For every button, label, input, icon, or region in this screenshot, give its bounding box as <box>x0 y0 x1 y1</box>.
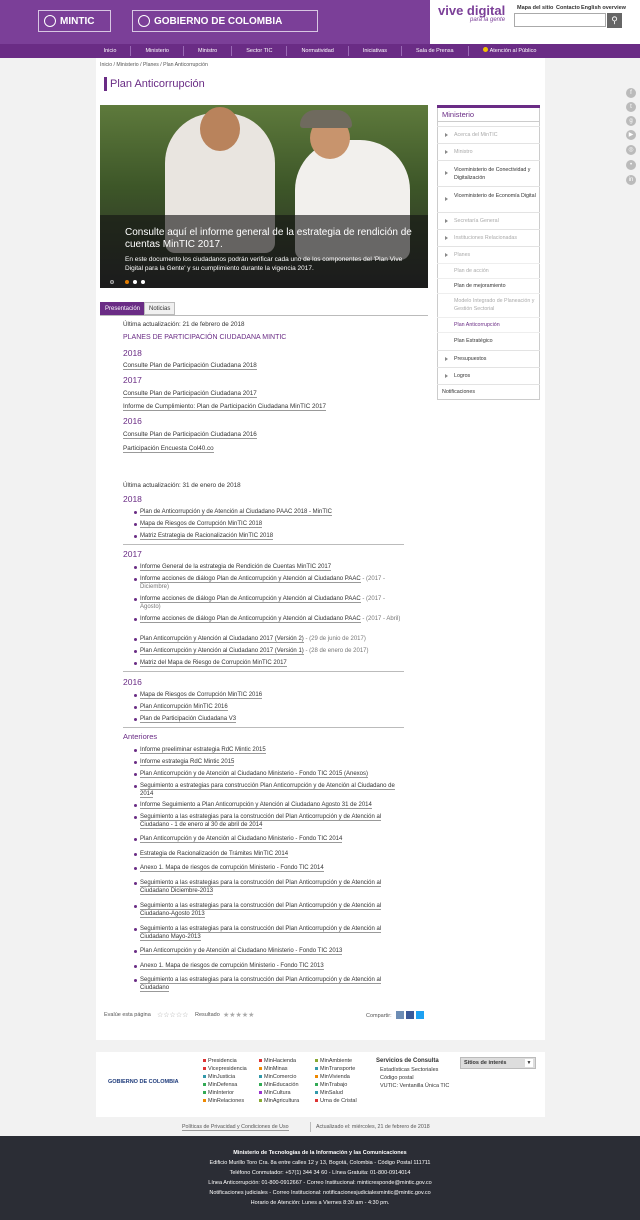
footer-link[interactable]: MinTrabajo <box>315 1081 357 1089</box>
doc-link[interactable]: Seguimiento a las estrategias para la construcción del Plan Anticorrupción y de Atención al Ciudadano <box>140 977 382 991</box>
footer-link[interactable]: Código postal <box>380 1075 414 1081</box>
footer-col-1 <box>203 1057 247 1105</box>
anteriores-heading: Anteriores <box>123 732 158 741</box>
nav-sala-prensa[interactable]: Sala de Prensa <box>402 46 469 56</box>
footer-col-3 <box>315 1057 357 1105</box>
gobierno-logo[interactable]: GOBIERNO DE COLOMBIA <box>132 10 318 32</box>
sidebar-item[interactable]: Notificaciones <box>437 384 540 399</box>
hours: Horario de Atención: Lunes a Viernes 8:30 am - 4:30 pm. <box>250 1200 390 1206</box>
servicios-title: Servicios de Consulta <box>376 1058 439 1064</box>
doc-link[interactable]: Anexo 1. Mapa de riesgos de corrupción Ministerio - Fondo TIC 2013 <box>140 963 324 969</box>
rating-stars[interactable]: ☆☆☆☆☆ <box>157 1012 189 1019</box>
slide-dot[interactable] <box>125 280 129 284</box>
footer-link[interactable]: MinRelaciones <box>203 1097 247 1105</box>
footer-link[interactable]: MinCultura <box>259 1089 299 1097</box>
sidebar-accent <box>437 105 540 108</box>
nav-ministerio[interactable]: Ministerio <box>131 46 184 56</box>
address: Edificio Murillo Toro Cra. 8a entre calles 12 y 13, Bogotá, Colombia - Código Postal 111711 <box>209 1160 431 1166</box>
breadcrumb[interactable]: Inicio / Ministerio / Planes / Plan Anticorrupción <box>100 62 208 68</box>
banner-title[interactable]: Consulte aquí el informe general de la estrategia de rendición de cuentas MinTIC 2017. <box>125 227 412 250</box>
sidebar-item[interactable]: Secretaría General <box>437 212 540 228</box>
youtube-icon[interactable]: ▶ <box>626 130 636 140</box>
list-item: Plan Anticorrupción y Atención al Ciudadano 2017 (Versión 2) - (29 de junio de 2017) <box>140 635 405 643</box>
policy-link[interactable]: Políticas de Privacidad y Condiciones de Uso <box>182 1124 289 1130</box>
footer-link[interactable]: MinComercio <box>259 1073 299 1081</box>
vive-digital-tagline: para la gente <box>470 17 506 23</box>
doc-link[interactable]: Consulte Plan de Participación Ciudadana 2016 <box>123 431 257 438</box>
list-item: Informe acciones de diálogo Plan de Anticorrupción y Atención al Ciudadano PAAC - (2017 - Diciembre) <box>140 575 405 591</box>
list-item: Informe acciones de diálogo Plan de Anticorrupción y Atención al Ciudadano PAAC - (2017 - Agosto) <box>140 595 405 611</box>
sidebar-subitem-active[interactable]: Plan Anticorrupción <box>437 317 540 331</box>
google-plus-icon[interactable]: g <box>626 116 636 126</box>
year-heading: 2017 <box>123 375 142 385</box>
sidebar-item[interactable]: Instituciones Relacionadas <box>437 229 540 245</box>
doc-link[interactable]: Plan Anticorrupción y de Atención al Ciudadano Ministerio - Fondo TIC 2014 <box>140 836 343 842</box>
footer-link[interactable]: MinAmbiente <box>315 1057 357 1065</box>
list-item <box>140 758 405 766</box>
list-item <box>140 962 405 970</box>
list-item <box>140 659 405 667</box>
list-item <box>140 902 405 918</box>
banner-description: En este documento los ciudadanos podrán verificar cada uno de los componentes del 'Plan Vive Digital para la Gente' y su cumplimiento durante la vigencia 2017. <box>125 256 403 272</box>
footer-link[interactable]: MinMinas <box>259 1065 299 1073</box>
footer-link[interactable]: Vicepresidencia <box>203 1065 247 1073</box>
footer-link[interactable]: VUTIC: Ventanilla Única TIC <box>380 1083 450 1089</box>
list-item <box>140 813 405 829</box>
sidebar-item[interactable]: Acerca del MinTIC <box>437 126 540 142</box>
colombia-seal-icon <box>44 15 56 27</box>
doc-link[interactable]: Informe Seguimiento a Plan Anticorrupción y Atención al Ciudadano Agosto 31 de 2014 <box>140 802 372 808</box>
slide-dot[interactable] <box>110 280 114 284</box>
doc-link[interactable]: Seguimiento a las estrategias para la construcción del Plan Anticorrupción y de Atención al Ciudadano-Agosto 2013 <box>140 903 382 917</box>
flickr-icon[interactable]: • <box>626 160 636 170</box>
doc-link[interactable]: Plan de Anticorrupción y de Atención al Ciudadano PAAC 2018 - MinTIC <box>140 509 332 515</box>
sidebar-item[interactable]: Logros <box>437 367 540 383</box>
list-item: Plan Anticorrupción y Atención al Ciudadano 2017 (Versión 1) - (28 de enero de 2017) <box>140 647 405 655</box>
list-item <box>140 508 410 516</box>
ministry-name: Ministerio de Tecnologías de la Información y las Comunicaciones <box>233 1150 407 1156</box>
sidebar-subitem[interactable]: Plan de acción <box>437 263 540 277</box>
footer-col-2 <box>259 1057 299 1105</box>
list-item <box>140 801 405 809</box>
vive-digital-logo[interactable]: vive digital <box>438 3 506 18</box>
divider <box>310 1122 311 1132</box>
list-item <box>140 925 405 941</box>
list-item <box>140 715 405 723</box>
sidebar-item[interactable]: Ministro <box>437 143 540 159</box>
doc-link[interactable]: Matriz del Mapa de Riesgo de Corrupción MinTIC 2017 <box>140 660 287 666</box>
sidebar-title: Ministerio <box>442 110 475 119</box>
doc-link[interactable]: Informe acciones de diálogo Plan de Anticorrupción y Atención al Ciudadano PAAC <box>140 616 361 622</box>
doc-link[interactable]: Consulte Plan de Participación Ciudadana 2018 <box>123 362 257 369</box>
year-heading: 2016 <box>123 416 142 426</box>
updated-text: Última actualización: 31 de enero de 2018 <box>123 482 241 489</box>
doc-link[interactable]: Plan Anticorrupción y de Atención al Ciudadano Ministerio - Fondo TIC 2015 (Anexos) <box>140 771 369 777</box>
doc-link[interactable]: Informe de Cumplimiento: Plan de Participación Ciudadana MinTIC 2017 <box>123 403 327 410</box>
footer-link[interactable]: MinHacienda <box>259 1057 299 1065</box>
divider <box>123 671 404 672</box>
doc-link[interactable]: Plan Anticorrupción y Atención al Ciudadano 2017 (Versión 2) <box>140 636 304 642</box>
banner-person-image <box>200 107 240 151</box>
phone: Teléfono Conmutador: +57(1) 344 34 60 - Línea Gratuita: 01-800-0914014 <box>229 1170 411 1176</box>
doc-link[interactable]: Consulte Plan de Participación Ciudadana 2017 <box>123 390 257 397</box>
list-item <box>140 703 405 711</box>
doc-link[interactable]: Anexo 1. Mapa de riesgos de corrupción Ministerio - Fondo TIC 2014 <box>140 865 324 871</box>
mapa-sitio-link[interactable]: Mapa del sitio <box>517 5 554 11</box>
sidebar-item[interactable]: Viceministerio de Economía Digital <box>437 186 540 210</box>
list-item <box>140 770 405 778</box>
sidebar-subitem[interactable]: Plan Estratégico <box>437 332 540 348</box>
sidebar-subitem[interactable]: Plan de mejoramiento <box>437 278 540 292</box>
footer-link[interactable]: MinInterior <box>203 1089 247 1097</box>
facebook-icon[interactable]: f <box>626 88 636 98</box>
main-nav <box>0 44 640 58</box>
list-item: Informe acciones de diálogo Plan de Anticorrupción y Atención al Ciudadano PAAC - (2017 - Abril) <box>140 615 405 623</box>
slide-dot[interactable] <box>133 280 137 284</box>
year-heading: 2017 <box>123 549 142 559</box>
anticorruption-line: Línea Anticorrupción: 01-800-0912667 - Correo Institucional: minticresponde@mintic.gov.co <box>208 1180 432 1186</box>
doc-link[interactable]: Seguimiento a las estrategias para la construcción del Plan Anticorrupción y de Atención al Ciudadano Mayo-2013 <box>140 926 382 940</box>
tab-presentacion[interactable]: Presentación <box>100 302 145 315</box>
doc-link[interactable]: Mapa de Riesgos de Corrupción MinTIC 2018 <box>140 521 263 527</box>
list-item <box>140 691 405 699</box>
footer-link[interactable]: MinTransporte <box>315 1065 357 1073</box>
year-heading: 2016 <box>123 677 142 687</box>
divider <box>123 544 404 545</box>
rating-label: Evalúe esta página <box>104 1012 151 1018</box>
doc-link[interactable]: Informe acciones de diálogo Plan de Anticorrupción y Atención al Ciudadano PAAC <box>140 576 361 582</box>
doc-link[interactable]: Plan Anticorrupción y de Atención al Ciudadano Ministerio - Fondo TIC 2013 <box>140 948 343 954</box>
search-input[interactable] <box>514 13 606 27</box>
hero-banner[interactable] <box>100 105 428 288</box>
footer-dark <box>0 1136 640 1220</box>
list-item <box>140 835 405 843</box>
tab-noticias[interactable]: Noticias <box>144 302 175 315</box>
doc-link[interactable]: Estrategia de Racionalización de Trámites MinTIC 2014 <box>140 851 289 857</box>
doc-link[interactable]: Seguimiento a estrategias para construcción Plan Anticorrupción y de Atención al Ciudadano de 2014 <box>140 783 395 797</box>
nav-atencion[interactable]: Atención al Público <box>469 46 551 56</box>
section-heading: PLANES DE PARTICIPACIÓN CIUDADANA MINTIC <box>123 334 287 341</box>
sidebar-subitem[interactable]: Modelo Integrado de Planeación y Gestión Sectorial <box>437 293 540 316</box>
doc-link[interactable]: Participación Encuesta Col40.co <box>123 445 214 452</box>
linkedin-icon[interactable]: in <box>626 175 636 185</box>
footer-link[interactable]: MinVivienda <box>315 1073 357 1081</box>
facebook-icon[interactable] <box>406 1011 414 1019</box>
list-item <box>140 532 410 540</box>
list-item <box>140 850 405 858</box>
rating-result-label: Resultado <box>195 1012 220 1018</box>
doc-link[interactable]: Seguimiento a las estrategias para la construcción del Plan Anticorrupción y de Atención al Ciudadano - 1 de enero al 30 de abril de 2014 <box>140 814 382 828</box>
page-title: Plan Anticorrupción <box>110 78 205 90</box>
rating-result-stars: ★★★★★ <box>223 1012 255 1019</box>
year-heading: 2018 <box>123 348 142 358</box>
updated-date: Actualizado el: miércoles, 21 de febrero de 2018 <box>316 1124 430 1130</box>
sidebar-item[interactable]: Planes <box>437 246 540 262</box>
search-icon[interactable]: ⚲ <box>607 13 622 28</box>
footer-link[interactable]: MinSalud <box>315 1089 357 1097</box>
judicial-notifications: Notificaciones judiciales - Correo Institucional: notificacionesjudicialesmintic@mintic.gov.co <box>209 1190 431 1196</box>
doc-link[interactable]: Plan Anticorrupción y Atención al Ciudadano 2017 (Versión 1) <box>140 648 304 654</box>
mintic-logo[interactable]: MINTIC <box>38 10 111 32</box>
doc-link[interactable]: Informe preeliminar estrategia RdC Mintic 2015 <box>140 747 266 753</box>
banner-hat-image <box>300 110 352 128</box>
doc-link[interactable]: Matriz Estrategia de Racionalización MinTIC 2018 <box>140 533 274 539</box>
list-item <box>140 563 405 571</box>
footer-gob-logo[interactable]: GOBIERNO DE COLOMBIA <box>108 1079 179 1085</box>
doc-link[interactable]: Informe acciones de diálogo Plan de Anticorrupción y Atención al Ciudadano PAAC <box>140 596 361 602</box>
nav-iniciativas[interactable]: Iniciativas <box>349 46 402 56</box>
doc-link[interactable]: Seguimiento a las estrategias para la construcción del Plan Anticorrupción y de Atención al Ciudadano Diciembre-2013 <box>140 880 382 894</box>
list-item <box>140 520 410 528</box>
list-item <box>140 976 405 992</box>
check-icon <box>483 47 488 52</box>
banner-caption-box <box>100 215 428 288</box>
share-label: Compartir: <box>366 1013 392 1019</box>
list-item <box>140 879 405 895</box>
nav-inicio[interactable]: Inicio <box>90 46 132 56</box>
footer-link[interactable]: MinJusticia <box>203 1073 247 1081</box>
sidebar-item[interactable]: Viceministerio de Conectividad y Digitalización <box>437 160 540 184</box>
slide-dot[interactable] <box>141 280 145 284</box>
list-item <box>140 947 405 955</box>
tab-divider <box>100 315 428 316</box>
list-item <box>140 746 405 754</box>
twitter-icon[interactable] <box>416 1011 424 1019</box>
sitios-dropdown[interactable]: Sitios de interés ▼ <box>460 1057 536 1069</box>
year-heading: 2018 <box>123 494 142 504</box>
english-link[interactable]: English overview <box>581 5 626 11</box>
doc-link[interactable]: Mapa de Riesgos de Corrupción MinTIC 2016 <box>140 692 263 698</box>
servicios-list <box>380 1066 449 1090</box>
list-item <box>140 864 405 872</box>
footer-link[interactable]: MinAgricultura <box>259 1097 299 1105</box>
nav-sector-tic[interactable]: Sector TIC <box>232 46 287 56</box>
colombia-seal-icon <box>138 15 150 27</box>
sidebar-item[interactable]: Presupuestos <box>437 350 540 366</box>
twitter-icon[interactable]: t <box>626 102 636 112</box>
doc-link[interactable]: Plan Anticorrupción MinTIC 2016 <box>140 704 228 710</box>
list-item <box>140 782 405 798</box>
footer-link[interactable]: MinDefensa <box>203 1081 247 1089</box>
footer-link[interactable]: Estadísticas Sectoriales <box>380 1067 439 1073</box>
doc-link[interactable]: Informe General de la estrategia de Rendición de Cuentas MinTIC 2017 <box>140 564 332 570</box>
chevron-down-icon: ▼ <box>526 1060 532 1066</box>
updated-text: Última actualización: 21 de febrero de 2018 <box>123 321 245 328</box>
divider <box>437 121 540 122</box>
divider <box>123 727 404 728</box>
instagram-icon[interactable]: ◎ <box>626 145 636 155</box>
footer-link[interactable]: Presidencia <box>203 1057 247 1065</box>
doc-link[interactable]: Plan de Participación Ciudadana V3 <box>140 716 237 722</box>
title-accent <box>104 77 107 91</box>
footer-link[interactable]: Urna de Cristal <box>315 1097 357 1105</box>
print-icon[interactable] <box>396 1011 404 1019</box>
nav-normatividad[interactable]: Normatividad <box>287 46 348 56</box>
doc-link[interactable]: Informe estrategia RdC Mintic 2015 <box>140 759 235 765</box>
footer-link[interactable]: MinEducación <box>259 1081 299 1089</box>
nav-ministro[interactable]: Ministro <box>184 46 232 56</box>
contacto-link[interactable]: Contacto <box>556 5 580 11</box>
